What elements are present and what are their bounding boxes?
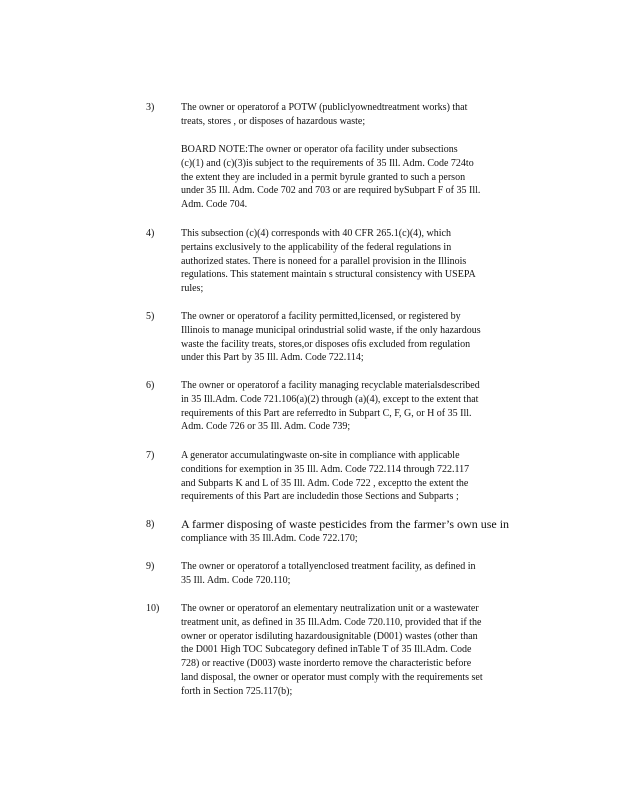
- text-line: 728) or reactive (D003) waste inorderto remove the characteristic before: [181, 658, 472, 670]
- text-line: 35 Ill. Adm. Code 720.110;: [181, 574, 291, 586]
- text-line: BOARD NOTE:The owner or operator ofa facility under subsections: [181, 144, 458, 155]
- text-line: Illinois to manage municipal orindustrial solid waste, if the only hazardous: [181, 324, 481, 336]
- text-line: The owner or operatorof a POTW (publiclyownedtreatment works) that: [181, 102, 468, 113]
- text-line: The owner or operatorof a facility managing recyclable materialsdescribed: [181, 380, 480, 391]
- text-line: owner or operator isdiluting hazardousignitable (D001) wastes (other than: [181, 630, 478, 642]
- text-line: land disposal, the owner or operator must comply with the requirements set: [181, 671, 483, 683]
- text-line: rules;: [181, 283, 204, 295]
- text-line: in 35 Ill.Adm. Code 721.106(a)(2) through (a)(4), except to the extent that: [181, 393, 479, 405]
- text-line: regulations. This statement maintain s structural consistency with USEPA: [181, 269, 476, 281]
- item-number: 4): [146, 228, 155, 239]
- text-line: The owner or operatorof a facility permitted,licensed, or registered by: [181, 311, 461, 322]
- item-text: [181, 518, 539, 546]
- item-number: 7): [146, 450, 155, 461]
- text-line: conditions for exemption in 35 Ill. Adm. Code 722.114 through 722.117: [181, 463, 470, 475]
- text-line: pertains exclusively to the applicability of the federal regulations in: [181, 241, 452, 253]
- item-number: 9): [146, 561, 155, 572]
- text-line: Adm. Code 726 or 35 Ill. Adm. Code 739;: [181, 421, 351, 433]
- board-note-text: [181, 143, 539, 212]
- item-text: [181, 310, 539, 365]
- item-number: 5): [146, 311, 155, 322]
- text-line: forth in Section 725.117(b);: [181, 685, 293, 697]
- item-number: 8): [146, 519, 155, 530]
- text-line: the D001 High TOC Subcategory defined inTable T of 35 Ill.Adm. Code: [181, 644, 472, 656]
- text-line: compliance with 35 Ill.Adm. Code 722.170;: [181, 532, 358, 544]
- text-line: and Subparts K and L of 35 Ill. Adm. Code 722 , exceptto the extent the: [181, 477, 469, 489]
- text-line: authorized states. There is noneed for a parallel provision in the Illinois: [181, 255, 467, 267]
- text-line: treatment unit, as defined in 35 Ill.Adm. Code 720.110, provided that if the: [181, 616, 482, 628]
- item-text: [181, 227, 539, 296]
- item-number: 10): [146, 603, 160, 614]
- item-text: [181, 602, 539, 699]
- text-line: requirements of this Part are referredto in Subpart C, F, G, or H of 35 Ill.: [181, 407, 472, 419]
- text-line: A farmer disposing of waste pesticides from the farmer’s own use in: [181, 517, 510, 531]
- text-line: This subsection (c)(4) corresponds with 40 CFR 265.1(c)(4), which: [181, 228, 451, 239]
- text-line: requirements of this Part are includedin those Sections and Subparts ;: [181, 491, 459, 503]
- item-text: [181, 379, 539, 434]
- text-line: treats, stores , or disposes of hazardous waste;: [181, 115, 366, 127]
- item-text: [181, 101, 539, 129]
- text-line: A generator accumulatingwaste on-site in compliance with applicable: [181, 450, 460, 461]
- text-line: The owner or operatorof an elementary neutralization unit or a wastewater: [181, 603, 479, 614]
- text-line: The owner or operatorof a totallyenclosed treatment facility, as defined in: [181, 561, 476, 572]
- text-line: under 35 Ill. Adm. Code 702 and 703 or are required bySubpart F of 35 Ill.: [181, 185, 481, 197]
- text-line: under this Part by 35 Ill. Adm. Code 722.114;: [181, 352, 364, 364]
- item-text: [181, 449, 539, 504]
- item-number: 6): [146, 380, 155, 391]
- text-line: (c)(1) and (c)(3)is subject to the requirements of 35 Ill. Adm. Code 724to: [181, 157, 474, 169]
- text-line: waste the facility treats, stores,or disposes ofis excluded from regulation: [181, 338, 471, 350]
- item-number: 3): [146, 102, 155, 113]
- item-text: [181, 560, 539, 588]
- text-line: Adm. Code 704.: [181, 199, 248, 211]
- text-line: the extent they are included in a permit byrule granted to such a person: [181, 171, 466, 183]
